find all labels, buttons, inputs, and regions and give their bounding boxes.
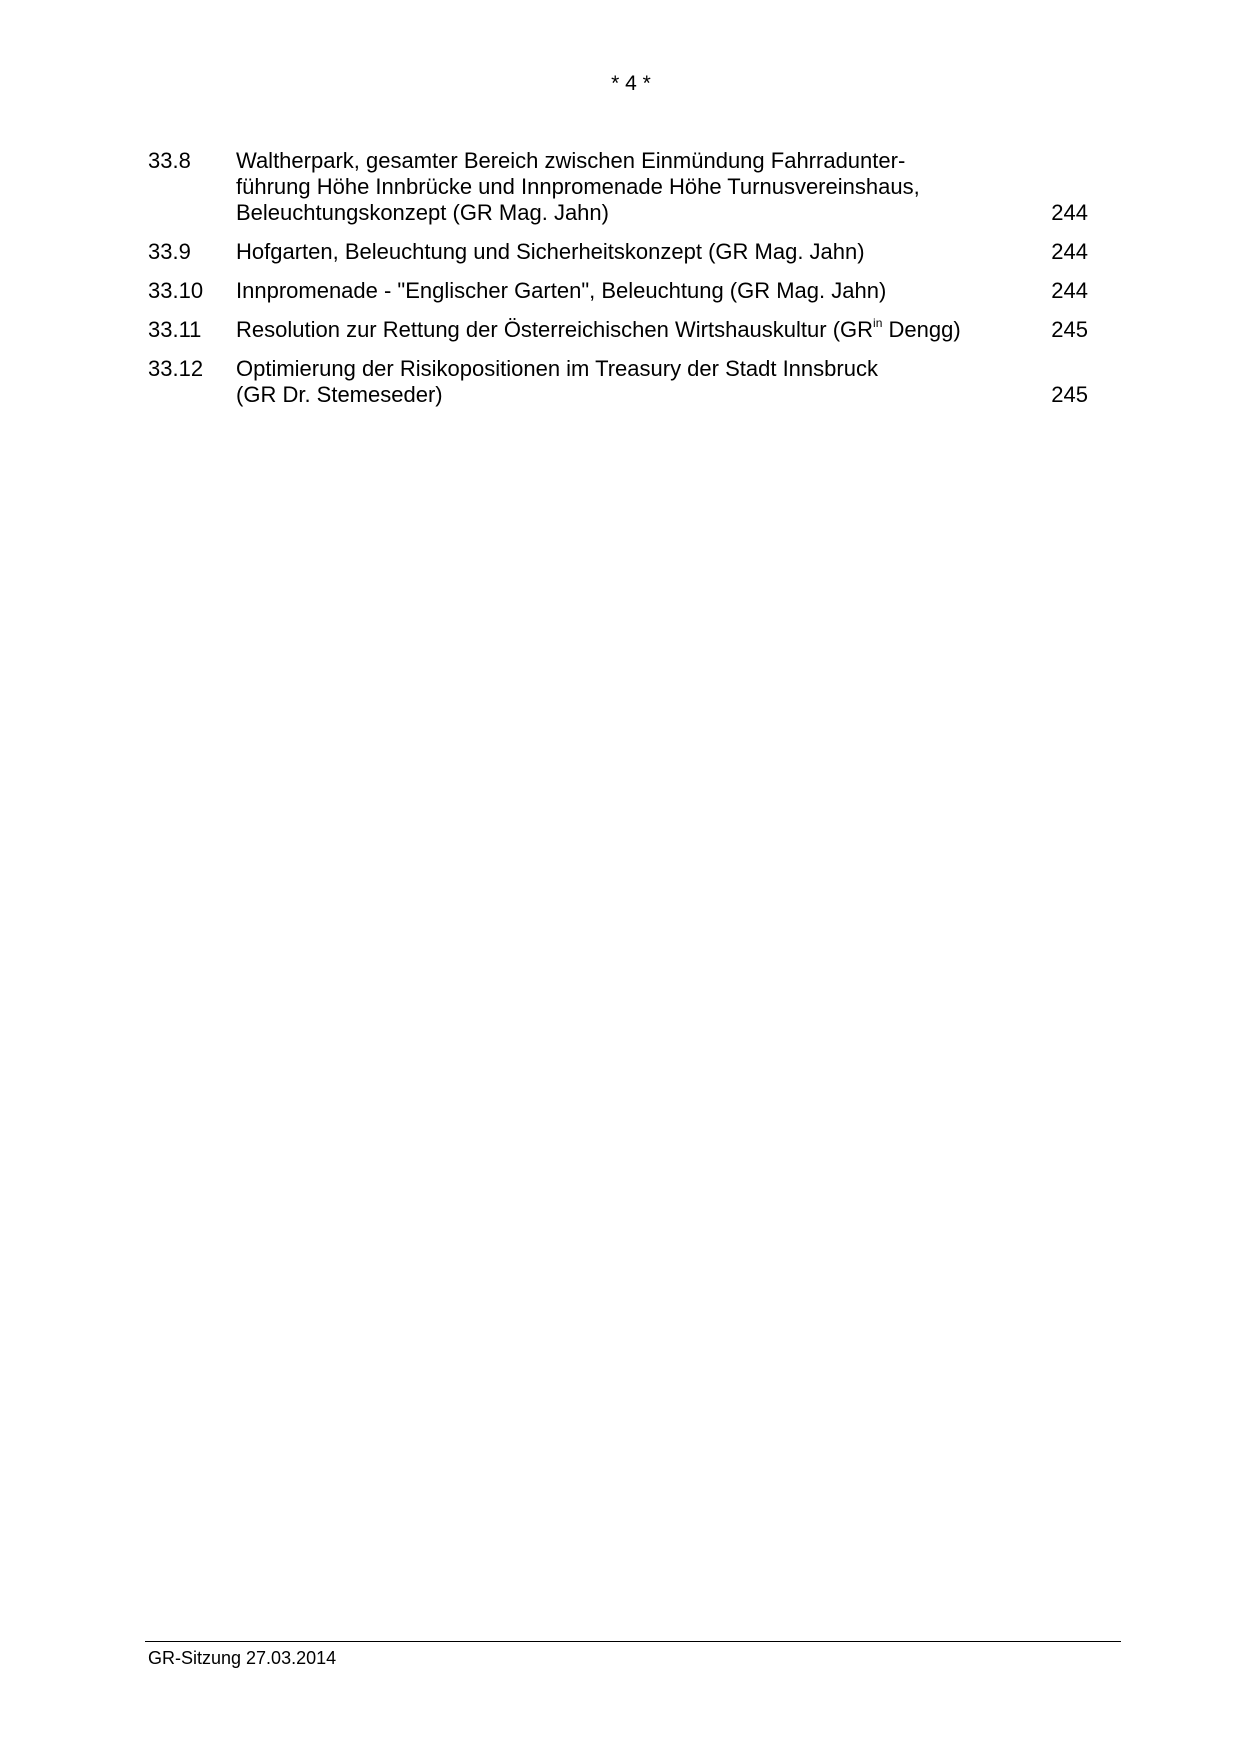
toc-entry-number: 33.11 [148,317,202,342]
toc-entry-page: 244 [1051,200,1088,225]
toc-entry-number: 33.12 [148,356,204,381]
page-number: * 4 * [611,72,651,95]
toc-entry-title-line: führung Höhe Innbrücke und Innpromenade Höhe Turnusvereinshaus, [236,174,920,199]
table-of-contents [148,148,1088,421]
toc-entry-title-line: (GR Dr. Stemeseder) [236,382,443,407]
footer-divider [145,1641,1121,1642]
toc-entry-title-superscript: in [873,316,883,330]
toc-entry-title [236,317,1016,343]
toc-entry-33-8[interactable] [148,148,1088,226]
toc-entry-number: 33.8 [148,148,191,173]
toc-entry-title-line: Innpromenade - "Englischer Garten", Beleuchtung (GR Mag. Jahn) [236,278,887,303]
toc-entry-title [236,239,1016,265]
toc-entry-title-line: Waltherpark, gesamter Bereich zwischen Einmündung Fahrradunter- [236,148,906,173]
toc-entry-page: 244 [1051,278,1088,303]
toc-entry-title-line: Hofgarten, Beleuchtung und Sicherheitskonzept (GR Mag. Jahn) [236,239,865,264]
toc-entry-title-line: Beleuchtungskonzept (GR Mag. Jahn) [236,200,609,225]
toc-entry-title-line [236,317,1016,343]
toc-entry-title-line: Optimierung der Risikopositionen im Treasury der Stadt Innsbruck [236,356,878,381]
toc-entry-title [236,148,1016,226]
toc-entry-33-11[interactable] [148,317,1088,343]
toc-entry-33-9[interactable] [148,239,1088,265]
toc-entry-number: 33.9 [148,239,191,264]
toc-entry-number: 33.10 [148,278,204,303]
toc-entry-title [236,278,1016,304]
toc-entry-page: 245 [1051,382,1088,407]
toc-entry-title-part: Dengg) [882,317,961,342]
toc-entry-33-10[interactable] [148,278,1088,304]
toc-entry-title [236,356,1016,408]
toc-entry-33-12[interactable] [148,356,1088,408]
toc-entry-page: 244 [1051,239,1088,264]
toc-entry-title-part: Resolution zur Rettung der Österreichischen Wirtshauskultur (GR [236,317,874,342]
toc-entry-page: 245 [1051,317,1088,342]
footer-text: GR-Sitzung 27.03.2014 [148,1648,337,1668]
